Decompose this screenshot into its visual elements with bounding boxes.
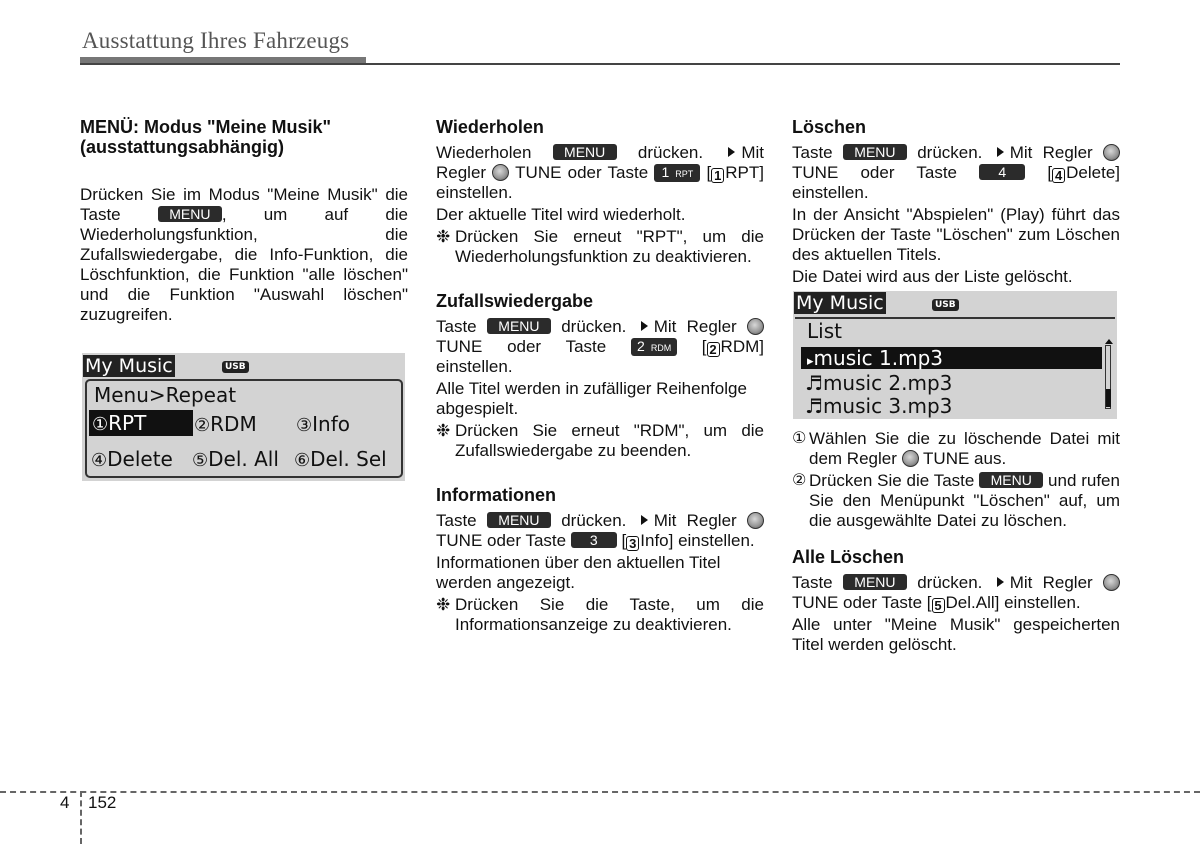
repeat-instructions: Wiederholen MENU drücken. Mit Regler TUNE oder Taste 1 RPT [ 1 RPT] einstellen. — [436, 143, 764, 202]
rpt-button-icon: 1 RPT — [654, 164, 700, 182]
my-music-menu-heading: MENÜ: Modus "Meine Musik" (ausstattungsabhängig) — [80, 117, 332, 157]
file-item-selected: ▸music 1.mp3 — [801, 347, 1102, 369]
random-description: Alle Titel werden in zufälliger Reihenfolge abgespielt. — [436, 379, 747, 418]
delete-all-description: Alle unter "Meine Musik" gespeicherten Titel werden gelöscht. — [792, 615, 1120, 654]
screen-title: My Music — [796, 292, 884, 314]
info-button-icon: 3 — [571, 532, 617, 548]
number-one-icon: 1 — [711, 168, 724, 183]
file-item: ♬music 2.mp3 — [805, 371, 953, 395]
random-note: ❉ Drücken Sie erneut "RDM", um die Zufallswiedergabe zu beenden. — [436, 421, 764, 460]
tune-knob-icon — [492, 164, 509, 181]
info-instructions: Taste MENU drücken. Mit Regler TUNE oder Taste 3 [ 3 Info] einstellen. — [436, 511, 764, 551]
arrow-right-icon — [641, 321, 648, 331]
number-three-icon: 3 — [626, 536, 639, 551]
scrollbar-thumb — [1106, 389, 1111, 407]
rdm-button-icon: 2 RDM — [631, 338, 677, 356]
arrow-right-icon — [997, 147, 1004, 157]
tune-knob-icon — [902, 450, 919, 467]
info-description: Informationen über den aktuellen Titel werden angezeigt. — [436, 553, 721, 592]
column-my-music-menu — [80, 117, 408, 327]
random-instructions: Taste MENU drücken. Mit Regler TUNE oder Taste 2 RDM [ 2 RDM] einstellen. — [436, 317, 764, 376]
my-music-menu-screen — [82, 353, 405, 481]
delete-heading: Löschen — [792, 117, 867, 137]
arrow-right-icon — [997, 577, 1004, 587]
arrow-right-icon — [728, 147, 735, 157]
play-icon: ▸ — [807, 354, 814, 369]
repeat-note: ❉ Drücken Sie erneut "RPT", um die Wiederholungsfunktion zu deaktivieren. — [436, 227, 764, 266]
footer-divider — [0, 791, 1200, 793]
tune-knob-icon — [747, 512, 764, 529]
chapter-number: 4 — [60, 793, 70, 812]
menu-button-icon: MENU — [843, 574, 907, 590]
screen-title: My Music — [85, 355, 173, 377]
delete-step-2: ② Drücken Sie die Taste MENU und rufen Sie den Menüpunkt "Löschen" auf, um die ausgewählte Datei zu löschen. — [792, 471, 1120, 530]
note-mark-icon: ❉ — [436, 595, 451, 614]
header-divider — [80, 63, 1120, 65]
delete-button-icon: 4 — [979, 164, 1025, 180]
tune-knob-icon — [1103, 144, 1120, 161]
repeat-description: Der aktuelle Titel wird wiederholt. — [436, 205, 686, 224]
my-music-menu-intro: Drücken Sie im Modus "Meine Musik" die Taste MENU , um auf die Wiederholungsfunktion, die Zufallswiedergabe, die Info-Funktion, die Löschfunktion, die Funktion "alle löschen" und die Funktion "Auswahl löschen" zuzugreifen. — [80, 185, 409, 324]
delete-description: In der Ansicht "Abspielen" (Play) führt das Drücken der Taste "Löschen" zum Löschen des aktuellen Titels. — [792, 205, 1120, 264]
arrow-right-icon — [641, 515, 648, 525]
screen-item-info: ③Info — [296, 412, 350, 436]
screen-item-rpt-selected: ①RPT — [89, 410, 193, 436]
delete-all-heading: Alle Löschen — [792, 547, 905, 567]
delete-instructions: Taste MENU drücken. Mit Regler TUNE oder Taste 4 [ 4 Delete] einstellen. — [792, 143, 1121, 202]
screen-list-label: List — [807, 319, 842, 343]
delete-result: Die Datei wird aus der Liste gelöscht. — [792, 267, 1073, 286]
screen-item-del-sel: ⑥Del. Sel — [294, 447, 387, 471]
tune-knob-icon — [747, 318, 764, 335]
delete-step-1: ① Wählen Sie die zu löschende Datei mit dem Regler TUNE aus. — [792, 429, 1120, 468]
section-title: Ausstattung Ihres Fahrzeugs — [82, 28, 350, 53]
usb-badge: USB — [932, 299, 959, 311]
menu-button-icon: MENU — [979, 472, 1043, 488]
scroll-up-icon — [1105, 339, 1113, 344]
music-note-icon: ♬ — [805, 371, 823, 395]
number-two-icon: 2 — [707, 342, 720, 357]
note-mark-icon: ❉ — [436, 421, 451, 440]
screen-divider — [795, 317, 1115, 319]
music-note-icon: ♬ — [805, 394, 823, 418]
info-heading: Informationen — [436, 485, 556, 505]
note-mark-icon: ❉ — [436, 227, 451, 246]
delete-all-instructions: Taste MENU drücken. Mit Regler TUNE oder Taste [ 5 Del.All] einstellen. — [792, 573, 1120, 613]
repeat-heading: Wiederholen — [436, 117, 544, 137]
screen-item-del-all: ⑤Del. All — [192, 447, 279, 471]
screen-item-rdm: ②RDM — [194, 412, 257, 436]
usb-badge: USB — [222, 361, 249, 373]
info-note: ❉ Drücken Sie die Taste, um die Informationsanzeige zu deaktivieren. — [436, 595, 764, 634]
file-item: ♬music 3.mp3 — [805, 394, 953, 418]
tune-knob-icon — [1103, 574, 1120, 591]
page-number: 152 — [88, 793, 117, 812]
column-playback-options — [436, 117, 764, 637]
menu-button-icon: MENU — [553, 144, 617, 160]
footer-vertical-divider — [80, 791, 82, 844]
menu-button-icon: MENU — [487, 318, 551, 334]
music-list-screen — [793, 291, 1117, 419]
random-heading: Zufallswiedergabe — [436, 291, 594, 311]
number-four-icon: 4 — [1052, 168, 1065, 183]
menu-button-icon: MENU — [158, 206, 222, 222]
screen-menu-path: Menu>Repeat — [94, 383, 237, 407]
screen-item-delete: ④Delete — [91, 447, 173, 471]
menu-button-icon: MENU — [843, 144, 907, 160]
number-five-icon: 5 — [932, 598, 945, 613]
menu-button-icon: MENU — [487, 512, 551, 528]
